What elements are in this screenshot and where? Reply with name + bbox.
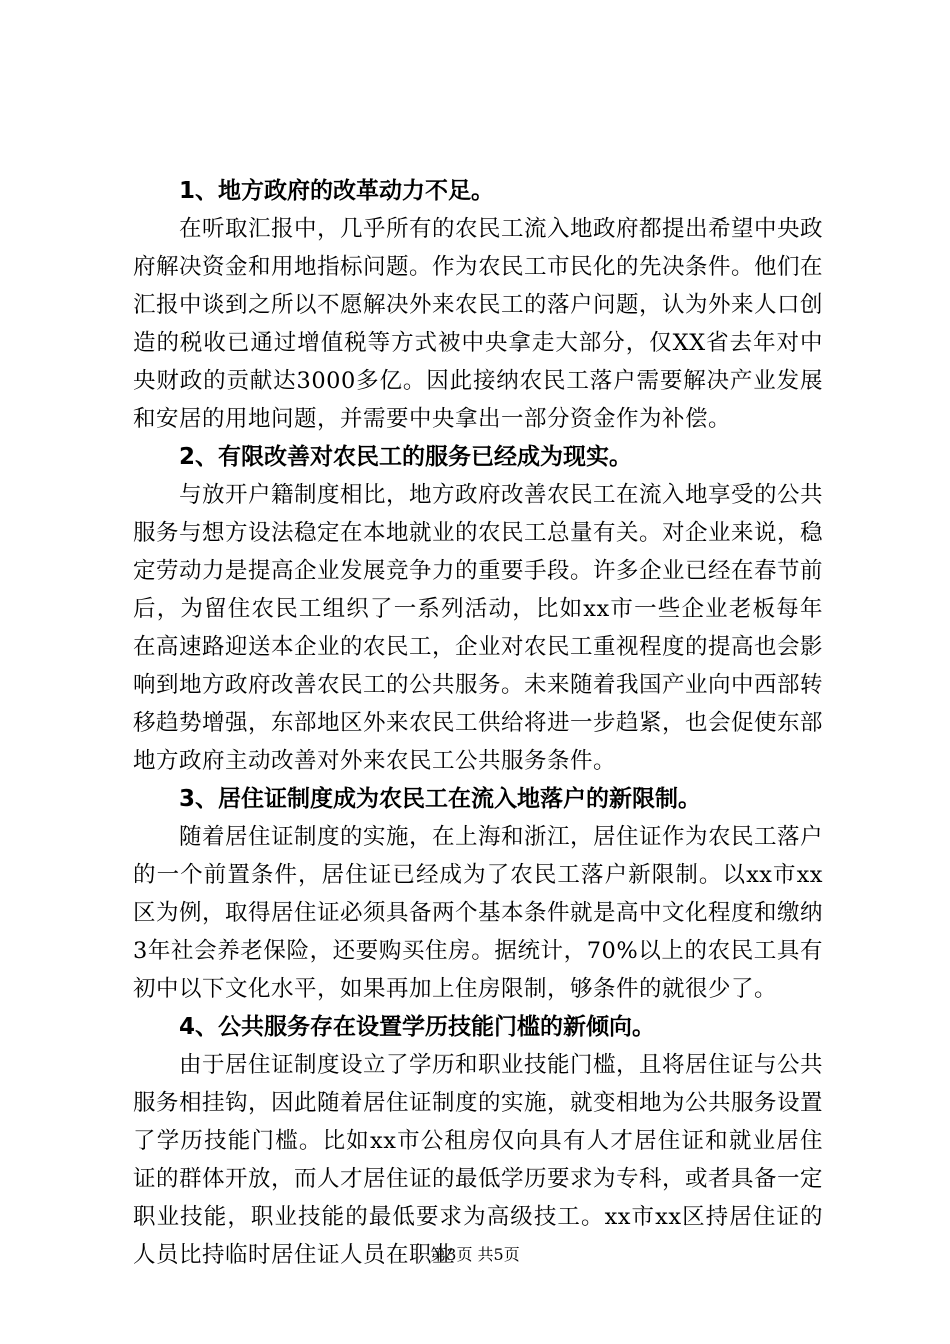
section-paragraph-3: 随着居住证制度的实施，在上海和浙江，居住证作为农民工落户的一个前置条件，居住证已经成为了农民工落户新限制。以xx市xx区为例，取得居住证必须具备两个基本条件就是高中文化程度和缴纳3年社会养老保险，还要购买住房。据统计，70%以上的农民工具有初中以下文化水平，如果再加上住房限制，够条件的就很少了。 [133, 824, 824, 1002]
section-paragraph-2: 与放开户籍制度相比，地方政府改善农民工在流入地享受的公共服务与想方设法稳定在本地就业的农民工总量有关。对企业来说，稳定劳动力是提高企业发展竞争力的重要手段。许多企业已经在春节前后，为留住农民工组织了一系列活动，比如xx市一些企业老板每年在高速路迎送本企业的农民工，企业对农民工重视程度的提高也会影响到地方政府改善农民工的公共服务。未来随着我国产业向中西部转移趋势增强，东部地区外来农民工供给将进一步趋紧，也会促使东部地方政府主动改善对外来农民工公共服务条件。 [133, 482, 824, 774]
section-paragraph-4: 由于居住证制度设立了学历和职业技能门槛，且将居住证与公共服务相挂钩，因此随着居住证制度的实施，就变相地为公共服务设置了学历技能门槛。比如xx市公租房仅向具有人才居住证和就业居住证的群体开放，而人才居住证的最低学历要求为专科，或者具备一定职业技能，职业技能的最低要求为高级技工。xx市xx区持居住证的人员比持临时居住证人员在职业 [133, 1052, 824, 1268]
page-footer: 第3页 共5页 [430, 1245, 520, 1264]
section-heading-3: 3、居住证制度成为农民工在流入地落户的新限制。 [179, 786, 702, 812]
document-body [133, 172, 823, 1274]
section-heading-1: 1、地方政府的改革动力不足。 [179, 178, 495, 204]
section-heading-2: 2、有限改善对农民工的服务已经成为现实。 [179, 444, 633, 470]
section-heading-4: 4、公共服务存在设置学历技能门槛的新倾向。 [179, 1014, 656, 1040]
section-paragraph-1: 在听取汇报中，几乎所有的农民工流入地政府都提出希望中央政府解决资金和用地指标问题。作为农民工市民化的先决条件。他们在汇报中谈到之所以不愿解决外来农民工的落户问题，认为外来人口创造的税收已通过增值税等方式被中央拿走大部分，仅XX省去年对中央财政的贡献达3000多亿。因此接纳农民工落户需要解决产业发展和安居的用地问题，并需要中央拿出一部分资金作为补偿。 [133, 216, 824, 432]
